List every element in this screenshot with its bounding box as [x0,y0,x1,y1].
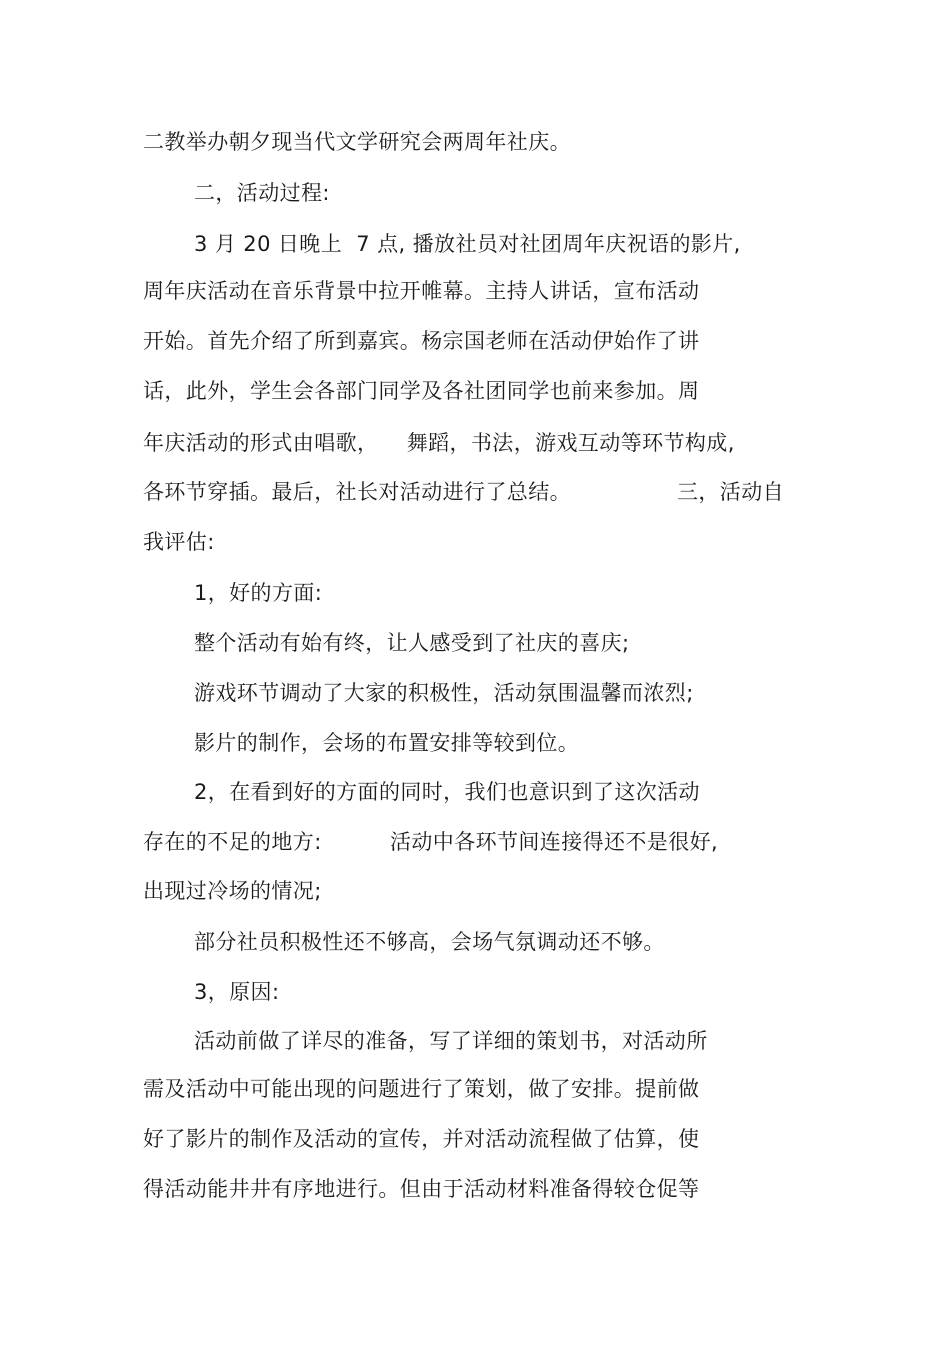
paragraph-line: 话，此外，学生会各部门同学及各社团同学也前来参加。周 [143,379,700,403]
paragraph-line: 周年庆活动在音乐背景中拉开帷幕。主持人讲话，宣布活动 [143,279,700,303]
paragraph-line: 开始。首先介绍了所到嘉宾。杨宗国老师在活动伊始作了讲 [143,329,700,353]
paragraph-line: 游戏环节调动了大家的积极性，活动氛围温馨而浓烈; [194,681,694,705]
paragraph-line: 3 月 20 日晚上 7 点, 播放社员对社团周年庆祝语的影片, [194,232,741,256]
paragraph-line: 活动前做了详尽的准备，写了详细的策划书，对活动所 [194,1029,708,1053]
paragraph-line: 2，在看到好的方面的同时，我们也意识到了这次活动 [194,780,700,804]
paragraph-line: 得活动能井井有序地进行。但由于活动材料准备得较仓促等 [143,1177,700,1201]
paragraph-line: 活动中各环节间连接得还不是很好, [390,830,719,854]
section-heading: 我评估: [143,530,215,554]
paragraph-line: 各环节穿插。最后，社长对活动进行了总结。 [143,480,571,504]
paragraph-line: 好了影片的制作及活动的宣传，并对活动流程做了估算，使 [143,1127,700,1151]
paragraph-line: 需及活动中可能出现的问题进行了策划，做了安排。提前做 [143,1077,700,1101]
section-heading: 三，活动自 [677,480,784,504]
paragraph-line: 影片的制作，会场的布置安排等较到位。 [194,731,580,755]
subsection-heading: 3，原因: [194,980,280,1004]
subsection-heading: 1，好的方面: [194,581,323,605]
paragraph-line: 存在的不足的地方: [143,830,322,854]
paragraph-line: 出现过冷场的情况; [143,879,322,903]
paragraph-line: 二教举办朝夕现当代文学研究会两周年社庆。 [143,130,571,154]
paragraph-line: 整个活动有始有终，让人感受到了社庆的喜庆; [194,631,630,655]
paragraph-line: 年庆活动的形式由唱歌， 舞蹈，书法，游戏互动等环节构成, [143,431,735,455]
section-heading: 二，活动过程: [194,181,330,205]
paragraph-line: 部分社员积极性还不够高，会场气氛调动还不够。 [194,930,665,954]
